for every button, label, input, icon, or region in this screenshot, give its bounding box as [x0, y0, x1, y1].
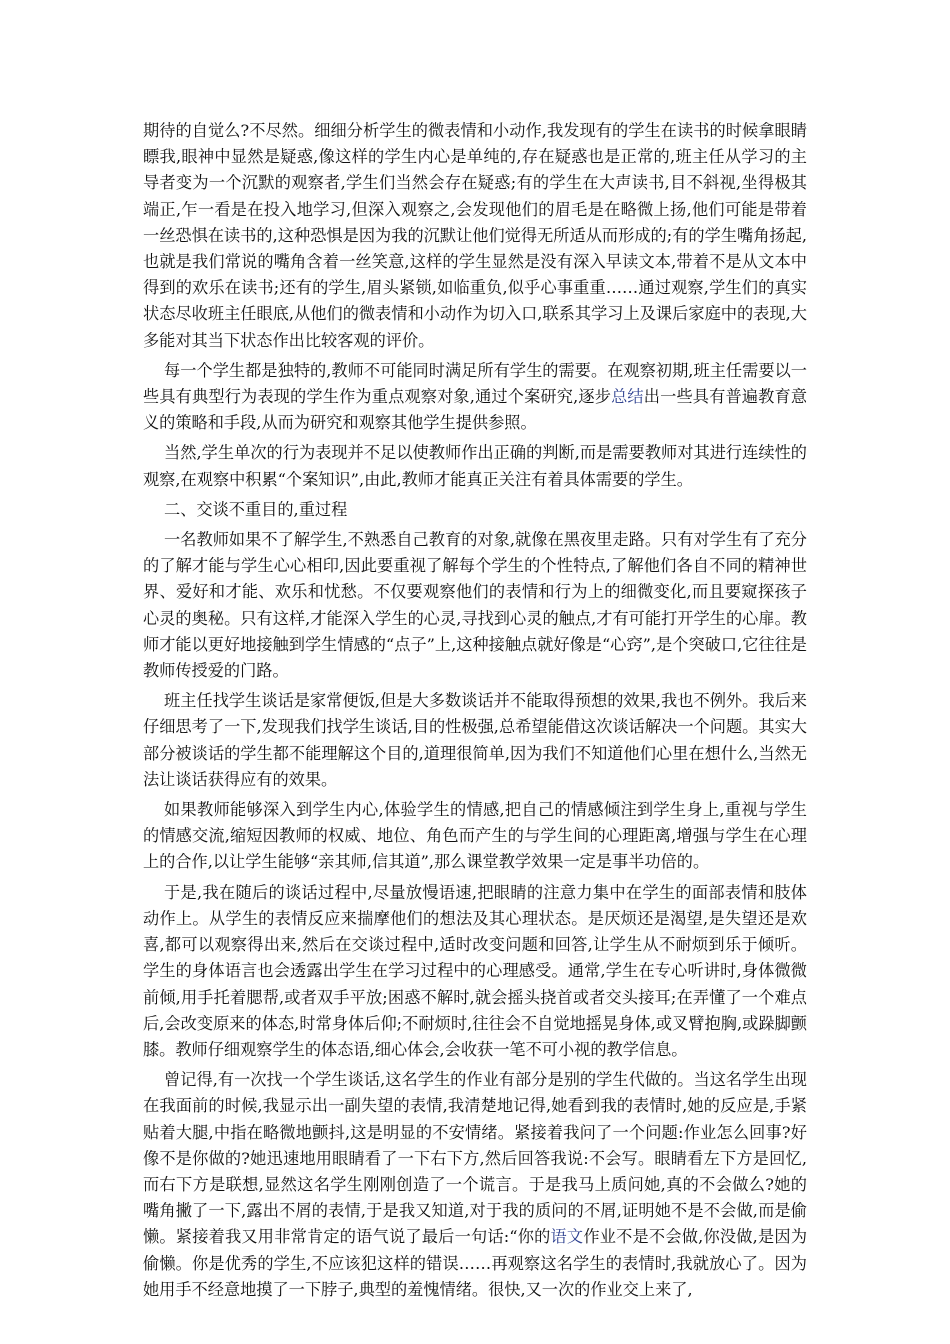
section-heading-conversation [143, 497, 807, 523]
link-summary[interactable]: 总结 [611, 387, 644, 407]
paragraph-text: 每一个学生都是独特的,教师不可能同时满足所有学生的需要。在观察初期,班主任需要以一些具有典型行为表现的学生作为重点观察对象,通过个案研究,逐步 [143, 360, 807, 407]
paragraph-emotional-connection [143, 797, 807, 876]
paragraph-individual-students [143, 358, 807, 437]
paragraph-text: 曾记得,有一次找一个学生谈话,这名学生的作业有部分是别的学生代做的。当这名学生出现在我面前的时候,我显示出一副失望的表情,我清楚地记得,她看到我的表情时,她的反应是,手紧贴着大腿,中指在略微地颤抖,这是明显的不安情绪。紧接着我问了一个问题:作业怎么回事?好像不是你做的?她迅速地用眼睛看了一下右下方,然后回答我说:不会写。眼睛看左下方是回忆,而右下方是联想,显然这名学生刚刚创造了一个谎言。于是我马上质问她,真的不会做么?她的嘴角撇了一下,露出不屑的表情,于是我又知道,对于我的质问的不屑,证明她不是不会做,而是偷懒。紧接着我又用非常肯定的语气说了最后一句话:“你的 [143, 1070, 807, 1247]
paragraph-anecdote [143, 1067, 807, 1303]
paragraph-understand-students [143, 527, 807, 684]
paragraph-continuous-observation [143, 440, 807, 492]
paragraph-text: 出一些具有普遍教育意义的策略和手段,从而为研究和观察其他学生提供参照。 [143, 387, 808, 433]
paragraph-text: 当然,学生单次的行为表现并不足以使教师作出正确的判断,而是需要教师对其进行连续性的观察,在观察中积累“个案知识”,由此,教师才能真正关注有着具体需要的学生。 [143, 443, 807, 489]
heading-text: 二、交谈不重目的,重过程 [164, 499, 348, 519]
paragraph-text: 于是,我在随后的谈话过程中,尽量放慢语速,把眼睛的注意力集中在学生的面部表情和肢体动作上。从学生的表情反应来揣摩他们的想法及其心理状态。是厌烦还是渴望,是失望还是欢喜,都可以观察得出来,然后在交谈过程中,适时改变问题和回答,让学生从不耐烦到乐于倾听。学生的身体语言也会透露出学生在学习过程中的心理感受。通常,学生在专心听讲时,身体微微前倾,用手托着腮帮,或者双手平放;困惑不解时,就会摇头挠首或者交头接耳;在弄懂了一个难点后,会改变原来的体态,时常身体后仰;不耐烦时,往往会不自觉地摇晃身体,或叉臂抱胸,或跺脚颤膝。教师仔细观察学生的体态语,细心体会,会收获一笔不可小视的教学信息。 [143, 882, 807, 1059]
paragraph-text: 班主任找学生谈话是家常便饭,但是大多数谈话并不能取得预想的效果,我也不例外。我后来仔细思考了一下,发现我们找学生谈话,目的性极强,总希望能借这次谈话解决一个问题。其实大部分被谈话的学生都不能理解这个目的,道理很简单,因为我们不知道他们心里在想什么,当然无法让谈话获得应有的效果。 [143, 691, 807, 789]
link-chinese-language[interactable]: 语文 [550, 1227, 584, 1247]
paragraph-text: 一名教师如果不了解学生,不熟悉自己教育的对象,就像在黑夜里走路。只有对学生有了充分的了解才能与学生心心相印,因此要重视了解每个学生的个性特点,了解他们各自不同的精神世界、爱好和才能、欢乐和忧愁。不仅要观察他们的表情和行为上的细微变化,而且要窥探孩子心灵的奥秘。只有这样,才能深入学生的心灵,寻找到心灵的触点,才有可能打开学生的心扉。教师才能以更好地接触到学生情感的“点子”上,这种接触点就好像是“心窍”,是个突破口,它往往是教师传授爱的门路。 [143, 530, 807, 681]
paragraph-teacher-talks [143, 688, 807, 793]
paragraph-observation-details [143, 118, 807, 354]
document-page [143, 118, 807, 1307]
paragraph-text: 作业不是不会做,你没做,是因为偷懒。你是优秀的学生,不应该犯这样的错误……再观察这名学生的表情时,我就放心了。因为她用手不经意地摸了一下脖子,典型的羞愧情绪。很快,又一次的作业交上来了, [143, 1227, 808, 1299]
paragraph-text: 期待的自觉么?不尽然。细细分析学生的微表情和小动作,我发现有的学生在读书的时候拿眼睛瞟我,眼神中显然是疑惑,像这样的学生内心是单纯的,存在疑惑也是正常的,班主任从学习的主导者变为一个沉默的观察者,学生们当然会存在疑惑;有的学生在大声读书,目不斜视,坐得极其端正,乍一看是在投入地学习,但深入观察之,会发现他们的眉毛是在略微上扬,他们可能是带着一丝恐惧在读书的,这种恐惧是因为我的沉默让他们觉得无所适从而形成的;有的学生嘴角扬起,也就是我们常说的嘴角含着一丝笑意,这样的学生显然是没有深入早读文本,带着不是从文本中得到的欢乐在读书;还有的学生,眉头紧锁,如临重负,似乎心事重重……通过观察,学生们的真实状态尽收班主任眼底,从他们的微表情和小动作为切入口,联系其学习上及课后家庭中的表现,大多能对其当下状态作出比较客观的评价。 [143, 121, 807, 350]
paragraph-text: 如果教师能够深入到学生内心,体验学生的情感,把自己的情感倾注到学生身上,重视与学生的情感交流,缩短因教师的权威、地位、角色而产生的与学生间的心理距离,增强与学生在心理上的合作,以让学生能够“亲其师,信其道”,那么课堂教学效果一定是事半功倍的。 [143, 800, 807, 872]
paragraph-body-language [143, 880, 807, 1063]
